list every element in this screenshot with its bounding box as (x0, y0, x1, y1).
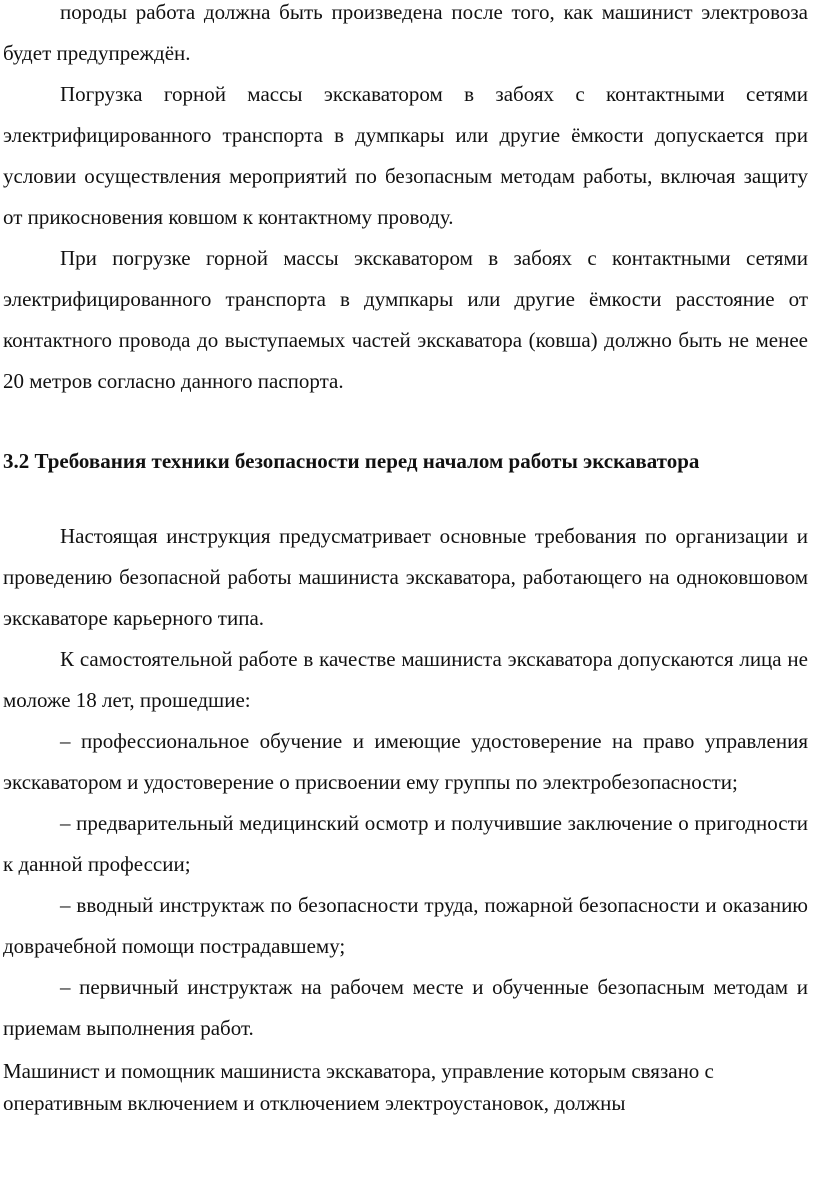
paragraph-intro: породы работа должна быть произведена после того, как машинист электровоза будет предупреждён. (3, 0, 808, 65)
paragraph-loading-permitted: Погрузка горной массы экскаватором в забоях с контактными сетями электрифицированного транспорта в думпкары или другие ёмкости допускается при условии осуществления мероприятий по безопасным методам работы, включая защиту от прикосновения ковшом к контактному проводу. (3, 82, 808, 229)
list-item: – вводный инструктаж по безопасности труда, пожарной безопасности и оказанию доврачебной помощи пострадавшему; (3, 893, 808, 958)
section-heading: 3.2 Требования техники безопасности перед началом работы экскаватора (3, 449, 700, 473)
requirements-list (3, 721, 808, 1049)
paragraph-final: Машинист и помощник машиниста экскаватора, управление которым связано с оперативным включением и отключением электроустановок, должны (3, 1059, 714, 1115)
list-item: – первичный инструктаж на рабочем месте и обученные безопасным методам и приемам выполнения работ. (3, 975, 808, 1040)
list-item: – предварительный медицинский осмотр и получившие заключение о пригодности к данной профессии; (3, 811, 808, 876)
list-item: – профессиональное обучение и имеющие удостоверение на право управления экскаватором и удостоверение о присвоении ему группы по электробезопасности; (3, 729, 808, 794)
paragraph-admission: К самостоятельной работе в качестве машиниста экскаватора допускаются лица не моложе 18 лет, прошедшие: (3, 647, 808, 712)
paragraph-loading-distance: При погрузке горной массы экскаватором в забоях с контактными сетями электрифицированного транспорта в думпкары или другие ёмкости расстояние от контактного провода до выступаемых частей экскаватора (ковша) должно быть не менее 20 метров согласно данного паспорта. (3, 246, 808, 393)
paragraph-instruction-scope: Настоящая инструкция предусматривает основные требования по организации и проведению безопасной работы машиниста экскаватора, работающего на одноковшовом экскаваторе карьерного типа. (3, 524, 808, 630)
